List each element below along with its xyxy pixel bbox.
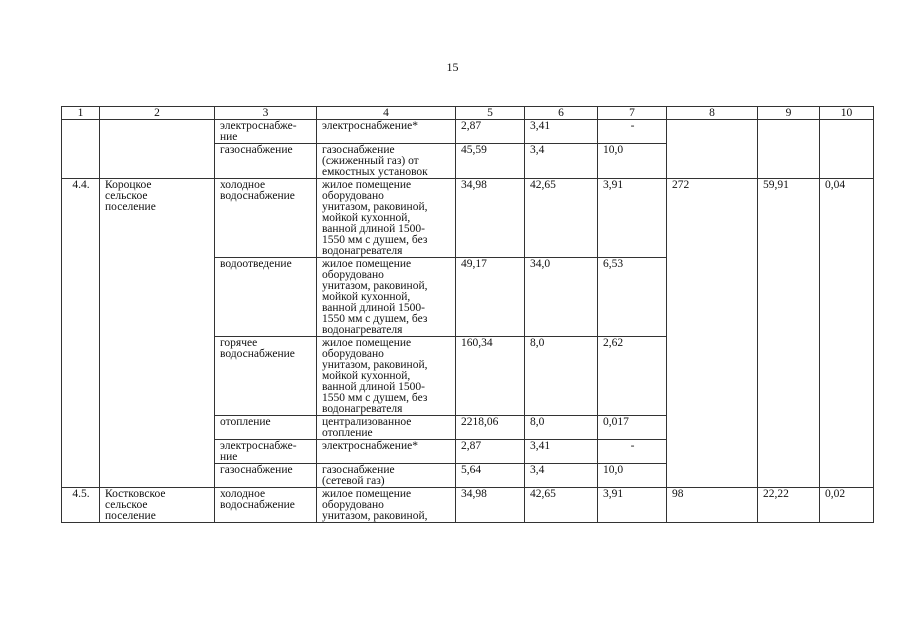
premises-cell: жилое помещение оборудовано унитазом, раковиной, мойкой кухонной, ванной длиной 1500- 1550 мм с душем, без водонагревателя: [317, 337, 456, 416]
value-cell: 34,98: [456, 179, 525, 258]
value-cell: 8,0: [525, 416, 598, 440]
value-cell: 160,34: [456, 337, 525, 416]
value-cell: 3,41: [525, 120, 598, 144]
value-cell: 10,0: [598, 464, 667, 488]
service-cell: холодное водоснабжение: [215, 488, 317, 523]
value-cell: 2218,06: [456, 416, 525, 440]
settlement-number-cell: [62, 120, 100, 179]
col10-cell: 0,04: [820, 179, 874, 488]
premises-cell: жилое помещение оборудовано унитазом, раковиной, мойкой кухонной, ванной длиной 1500- 1550 мм с душем, без водонагревателя: [317, 179, 456, 258]
col8-cell: 98: [667, 488, 758, 523]
column-header: 1: [62, 107, 100, 120]
value-cell: 2,62: [598, 337, 667, 416]
service-cell: водоотведение: [215, 258, 317, 337]
column-header: 6: [525, 107, 598, 120]
premises-cell: электроснабжение*: [317, 120, 456, 144]
premises-cell: жилое помещение оборудовано унитазом, раковиной, мойкой кухонной, ванной длиной 1500- 1550 мм с душем, без водонагревателя: [317, 258, 456, 337]
value-cell: 45,59: [456, 144, 525, 179]
service-cell: электроснабже- ние: [215, 440, 317, 464]
column-header: 9: [758, 107, 820, 120]
column-header: 10: [820, 107, 874, 120]
value-cell: -: [598, 440, 667, 464]
tariff-table: [61, 106, 874, 523]
value-cell: -: [598, 120, 667, 144]
col9-cell: 59,91: [758, 179, 820, 488]
service-cell: газоснабжение: [215, 464, 317, 488]
value-cell: 10,0: [598, 144, 667, 179]
value-cell: 3,4: [525, 464, 598, 488]
col8-cell: [667, 120, 758, 179]
service-cell: отопление: [215, 416, 317, 440]
service-cell: горячее водоснабжение: [215, 337, 317, 416]
page-number: 15: [446, 60, 459, 74]
premises-cell: газоснабжение (сетевой газ): [317, 464, 456, 488]
column-header: 5: [456, 107, 525, 120]
value-cell: 3,41: [525, 440, 598, 464]
value-cell: 0,017: [598, 416, 667, 440]
value-cell: 3,91: [598, 488, 667, 523]
value-cell: 42,65: [525, 488, 598, 523]
value-cell: 2,87: [456, 440, 525, 464]
col10-cell: 0,02: [820, 488, 874, 523]
col9-cell: 22,22: [758, 488, 820, 523]
value-cell: 3,4: [525, 144, 598, 179]
premises-cell: жилое помещение оборудовано унитазом, раковиной,: [317, 488, 456, 523]
table-row: [62, 179, 874, 258]
table-row: [62, 120, 874, 144]
value-cell: 3,91: [598, 179, 667, 258]
value-cell: 8,0: [525, 337, 598, 416]
col9-cell: [758, 120, 820, 179]
col10-cell: [820, 120, 874, 179]
service-cell: электроснабже- ние: [215, 120, 317, 144]
value-cell: 34,0: [525, 258, 598, 337]
column-header: 8: [667, 107, 758, 120]
column-number-row: [62, 107, 874, 120]
column-header: 2: [100, 107, 215, 120]
value-cell: 49,17: [456, 258, 525, 337]
table-row: [62, 488, 874, 523]
col8-cell: 272: [667, 179, 758, 488]
settlement-number-cell: 4.5.: [62, 488, 100, 523]
value-cell: 34,98: [456, 488, 525, 523]
settlement-name-cell: [100, 120, 215, 179]
column-header: 7: [598, 107, 667, 120]
service-cell: газоснабжение: [215, 144, 317, 179]
premises-cell: газоснабжение (сжиженный газ) от емкостных установок: [317, 144, 456, 179]
premises-cell: электроснабжение*: [317, 440, 456, 464]
value-cell: 6,53: [598, 258, 667, 337]
settlement-name-cell: Короцкое сельское поселение: [100, 179, 215, 488]
premises-cell: централизованное отопление: [317, 416, 456, 440]
service-cell: холодное водоснабжение: [215, 179, 317, 258]
settlement-name-cell: Костковское сельское поселение: [100, 488, 215, 523]
value-cell: 42,65: [525, 179, 598, 258]
value-cell: 5,64: [456, 464, 525, 488]
value-cell: 2,87: [456, 120, 525, 144]
column-header: 3: [215, 107, 317, 120]
column-header: 4: [317, 107, 456, 120]
settlement-number-cell: 4.4.: [62, 179, 100, 488]
